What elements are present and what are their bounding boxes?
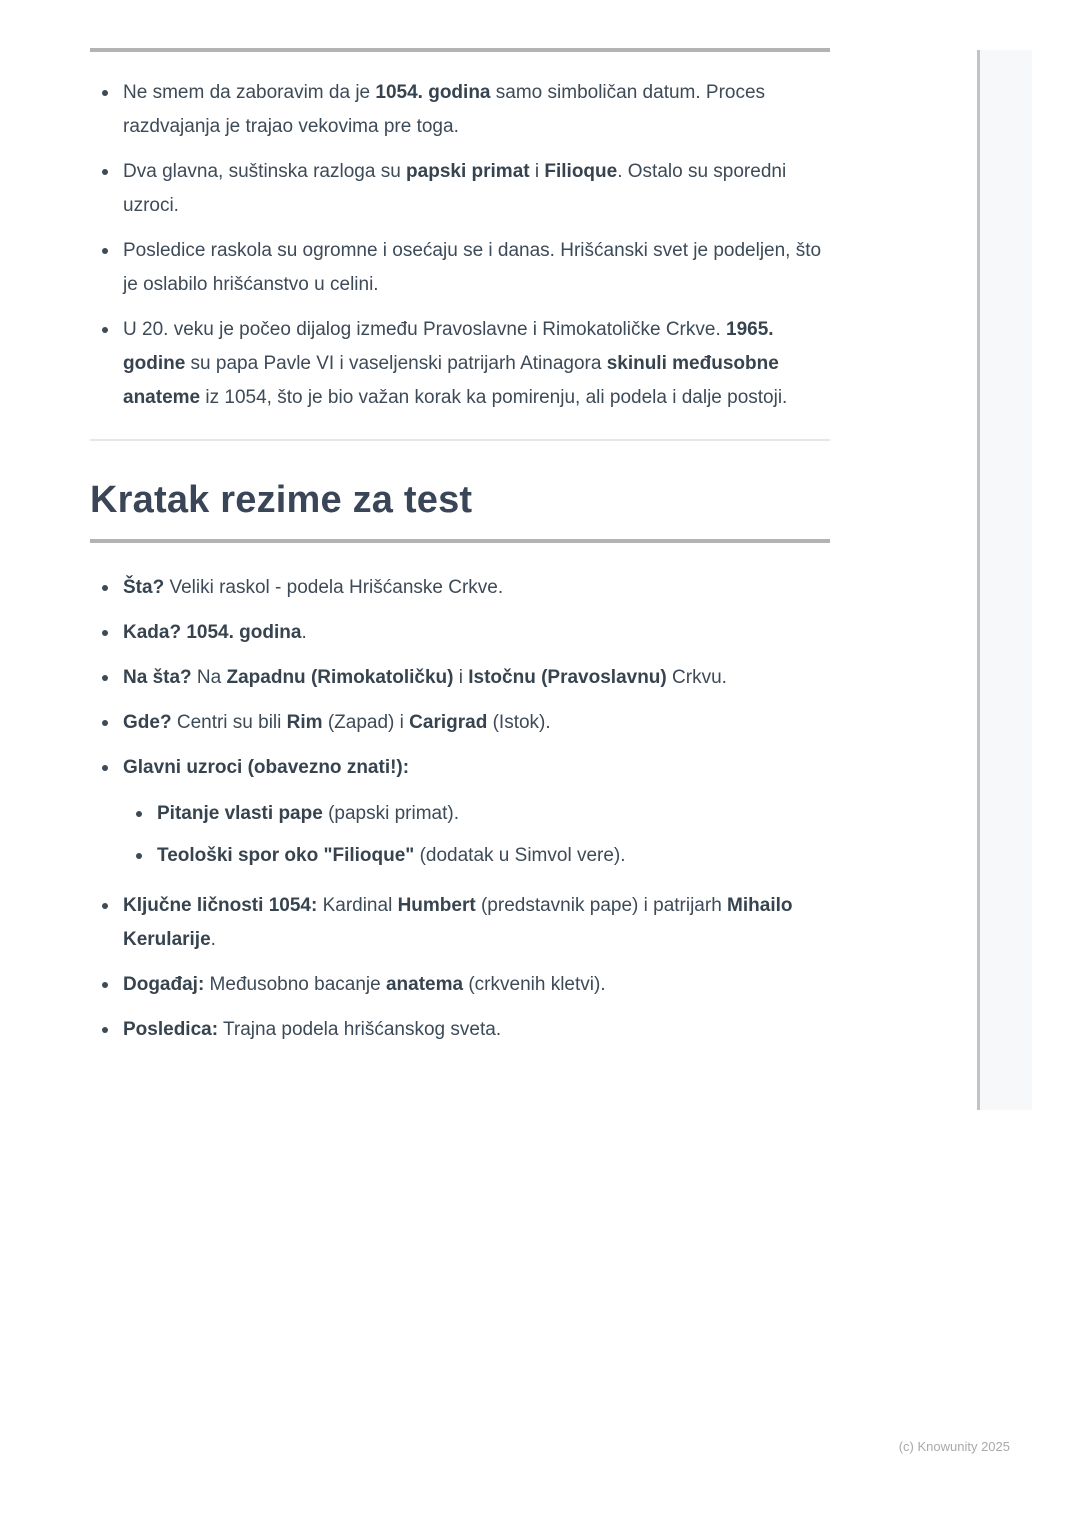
document-content [90, 48, 830, 1058]
text: Centri su bili [171, 712, 287, 733]
bold-text: Rim [286, 712, 323, 733]
text: Crkvu. [666, 667, 727, 688]
text: Kardinal [317, 895, 398, 916]
list-item [123, 889, 830, 957]
bold-text: Filioque [544, 161, 618, 182]
bold-text: Na šta? [123, 667, 192, 688]
bold-text: Humbert [397, 895, 476, 916]
text: Dva glavna, suštinska razloga su [123, 161, 407, 182]
bold-text: Šta? [123, 577, 165, 598]
text: su papa Pavle VI i vaseljenski patrijarh Atinagora [185, 353, 607, 374]
list-item [123, 1013, 830, 1047]
bold-text: Gde? [123, 712, 172, 733]
bold-text: papski primat [406, 161, 530, 182]
section-heading: Kratak rezime za test [90, 479, 473, 521]
text: . [301, 622, 307, 643]
bold-text: Kada? 1054. godina [123, 622, 302, 643]
text: Trajna podela hrišćanskog sveta. [218, 1019, 502, 1040]
text: i [529, 161, 545, 182]
list-item [123, 706, 830, 740]
text: (Zapad) i [322, 712, 410, 733]
bold-text: 1965. godine [123, 319, 774, 374]
next-page-edge-panel[interactable] [977, 50, 1032, 1110]
list-item [123, 155, 830, 223]
text: (Istok). [487, 712, 551, 733]
text: Veliki raskol - podela Hrišćanske Crkve. [164, 577, 504, 598]
sub-list-item [157, 839, 830, 873]
summary-bullet-list [90, 571, 830, 1047]
section-divider [90, 439, 830, 441]
copyright-text: (c) Knowunity 2025 [898, 1439, 1010, 1454]
sub-list-item [157, 797, 830, 831]
bold-text: Teološki spor oko "Filioque" [157, 845, 415, 866]
text: iz 1054, što je bio važan korak ka pomirenju, ali podela i dalje postoji. [200, 387, 788, 408]
bold-text: Carigrad [409, 712, 488, 733]
bold-text: Zapadnu (Rimokatoličku) [226, 667, 454, 688]
list-item [123, 751, 830, 873]
heading-underline [90, 539, 830, 543]
list-item [123, 571, 830, 605]
bold-text: Istočnu (Pravoslavnu) [468, 667, 667, 688]
list-item [123, 968, 830, 1002]
text: (papski primat). [322, 803, 459, 824]
bold-text: Mihailo Kerularije [123, 895, 793, 950]
text: U 20. veku je počeo dijalog između Pravoslavne i Rimokatoličke Crkve. [123, 319, 726, 340]
bold-text: anatema [385, 974, 464, 995]
bold-text: Pitanje vlasti pape [157, 803, 323, 824]
bold-text: Događaj: [123, 974, 205, 995]
list-item [123, 616, 830, 650]
text: Međusobno bacanje [204, 974, 386, 995]
text: Ne smem da zaboravim da je [123, 82, 376, 103]
text: Posledice raskola su ogromne i osećaju se i danas. Hrišćanski svet je podeljen, što je oslabilo hrišćanstvo u celini. [123, 240, 822, 295]
bold-text: Ključne ličnosti 1054: [123, 895, 318, 916]
list-item [123, 76, 830, 144]
bold-text: Glavni uzroci (obavezno znati!): [123, 757, 410, 778]
list-item [123, 234, 830, 302]
top-divider [90, 48, 830, 52]
intro-bullet-list [90, 76, 830, 415]
text: (crkvenih kletvi). [463, 974, 606, 995]
list-item [123, 661, 830, 695]
text: Na [191, 667, 227, 688]
text: (dodatak u Simvol vere). [414, 845, 626, 866]
text: samo simboličan datum. Proces razdvajanja je trajao vekovima pre toga. [123, 82, 766, 137]
bold-text: Posledica: [123, 1019, 219, 1040]
text: (predstavnik pape) i patrijarh [475, 895, 728, 916]
text: . [210, 929, 216, 950]
text: i [453, 667, 469, 688]
list-item [123, 313, 830, 415]
bold-text: 1054. godina [375, 82, 491, 103]
sub-bullet-list [123, 797, 830, 873]
text: . Ostalo su sporedni uzroci. [123, 161, 787, 216]
bold-text: skinuli međusobne anateme [123, 353, 779, 408]
